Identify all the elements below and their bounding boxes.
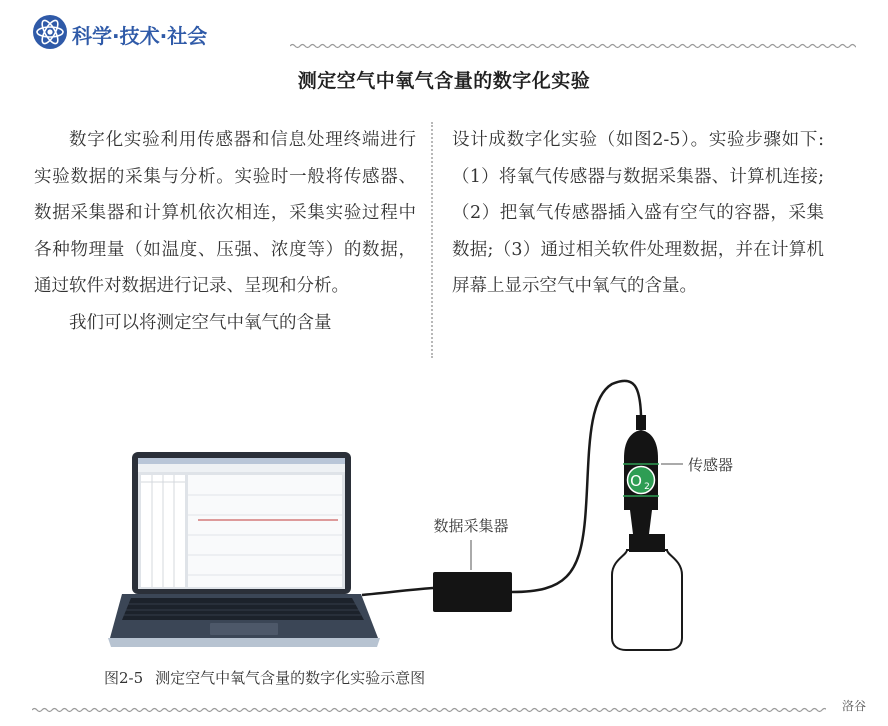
watermark: 洛谷	[842, 699, 867, 713]
data-collector-box	[433, 572, 512, 612]
article-left-column	[34, 122, 416, 341]
o2-subscript: 2	[644, 482, 650, 492]
column-divider	[431, 122, 433, 358]
laptop-cable	[362, 588, 433, 595]
paragraph-transition: 我们可以将测定空气中氧气的含量	[69, 312, 332, 333]
data-collector-label: 数据采集器	[433, 517, 509, 535]
footer-wave-divider	[32, 706, 826, 714]
atom-logo-icon	[32, 14, 68, 50]
figure-caption-number: 图2-5	[104, 669, 144, 687]
figure-caption	[104, 667, 425, 688]
oxygen-sensor	[623, 415, 659, 542]
sensor-label: 传感器	[688, 456, 734, 474]
air-bottle	[612, 534, 682, 650]
article-right-column	[452, 122, 824, 305]
section-title: 科学·技术·社会	[72, 24, 208, 48]
header-wave-divider	[290, 42, 856, 50]
laptop	[108, 452, 380, 647]
article-title: 测定空气中氧气含量的数字化实验	[297, 70, 591, 92]
figure-caption-text: 测定空气中氧气含量的数字化实验示意图	[155, 669, 426, 687]
paragraph-intro: 数字化实验利用传感器和信息处理终端进行实验数据的采集与分析。实验时一般将传感器、数据采集器和计算机依次相连，采集实验过程中各种物理量（如温度、压强、浓度等）的数据，通过软件对数据进行记录、呈现和分析。	[34, 130, 416, 296]
page-header	[32, 14, 832, 54]
o2-symbol: O	[630, 472, 642, 490]
paragraph-steps: 设计成数字化实验（如图2-5）。实验步骤如下:（1）将氧气传感器与数据采集器、计算机连接;（2）把氧气传感器插入盛有空气的容器，采集数据;（3）通过相关软件处理数据，并在计算机屏幕上显示空气中氧气的含量。	[452, 130, 824, 296]
experiment-figure	[0, 370, 888, 660]
